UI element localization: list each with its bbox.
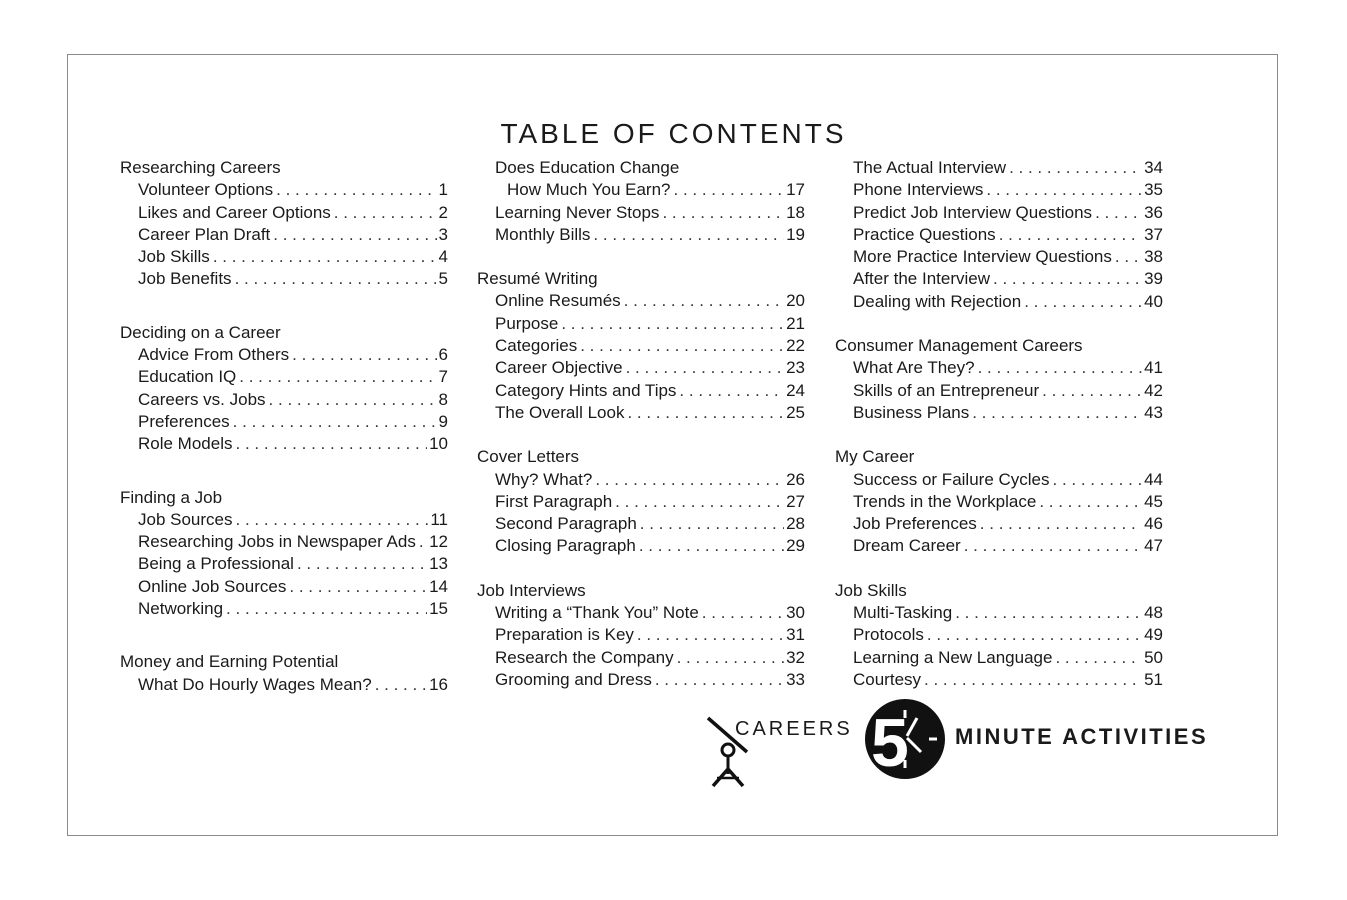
- toc-page-number: 44: [1144, 469, 1163, 489]
- toc-entry[interactable]: [477, 491, 805, 513]
- dot-leader: [986, 179, 1142, 201]
- toc-section: [835, 446, 1163, 557]
- toc-page-number: 15: [429, 599, 448, 619]
- toc-entry[interactable]: [835, 602, 1163, 624]
- toc-page-number: 12: [429, 532, 448, 552]
- dot-leader: [226, 598, 427, 620]
- toc-page-number: 19: [786, 224, 805, 244]
- toc-entry[interactable]: [120, 179, 448, 201]
- toc-page-number: 6: [438, 345, 448, 365]
- toc-page-number: 29: [786, 536, 805, 556]
- toc-entry-text: Skills of an Entrepreneur: [853, 380, 1040, 400]
- toc-page-number: 49: [1144, 625, 1163, 645]
- toc-page-number: 41: [1144, 358, 1163, 378]
- toc-page-number: 26: [786, 469, 805, 489]
- toc-page-number: 43: [1144, 402, 1163, 422]
- toc-entry[interactable]: [835, 202, 1163, 224]
- toc-entry[interactable]: [835, 402, 1163, 424]
- toc-section: [835, 157, 1163, 313]
- toc-entry-text: The Actual Interview: [853, 158, 1007, 177]
- dot-leader: [655, 669, 784, 691]
- toc-entry-text: More Practice Interview Questions: [853, 247, 1112, 267]
- toc-page-number: 38: [1144, 247, 1163, 267]
- toc-section: [120, 322, 448, 456]
- toc-entry[interactable]: [835, 268, 1163, 290]
- toc-entry-text: Online Resumés: [495, 291, 621, 311]
- toc-entry-text: First Paragraph: [495, 491, 613, 511]
- toc-entry-text: Preparation is Key: [495, 625, 634, 645]
- toc-page-number: 34: [1144, 158, 1163, 177]
- toc-entry-text: Likes and Career Options: [138, 202, 331, 222]
- toc-page-number: 11: [430, 509, 448, 529]
- toc-page-number: 28: [786, 514, 805, 534]
- toc-section: [120, 651, 448, 696]
- section-title: Money and Earning Potential: [120, 652, 339, 672]
- dot-leader: [626, 357, 785, 379]
- toc-page-number: 51: [1144, 669, 1163, 689]
- toc-page-number: 31: [786, 625, 805, 645]
- section-title: Finding a Job: [120, 487, 223, 507]
- toc-page-number: 23: [786, 358, 805, 378]
- dot-leader: [955, 602, 1142, 624]
- toc-entry[interactable]: [477, 357, 805, 379]
- dot-leader: [702, 602, 784, 624]
- dot-leader: [1039, 491, 1142, 513]
- toc-entry[interactable]: [120, 433, 448, 455]
- toc-entry-text: Volunteer Options: [138, 180, 274, 200]
- toc-entry-text: Multi-Tasking: [853, 603, 953, 623]
- toc-page-number: 13: [429, 554, 448, 574]
- toc-entry-text: After the Interview: [853, 269, 991, 289]
- toc-entry-text: Online Job Sources: [138, 576, 287, 596]
- dot-leader: [637, 624, 784, 646]
- toc-entry-text: Closing Paragraph: [495, 536, 636, 556]
- toc-page-number: 1: [438, 180, 448, 200]
- dot-leader: [1115, 246, 1142, 268]
- toc-page-number: 42: [1144, 380, 1163, 400]
- dot-leader: [334, 202, 437, 224]
- toc-entry-text: Why? What?: [495, 469, 593, 489]
- toc-entry-text: Career Objective: [495, 358, 623, 378]
- toc-entry-text: Job Sources: [138, 509, 233, 529]
- toc-entry-text: Protocols: [853, 625, 924, 645]
- toc-entry[interactable]: [120, 674, 448, 696]
- toc-column-2: [477, 157, 805, 713]
- toc-entry-text: Second Paragraph: [495, 514, 637, 534]
- toc-page-number: 14: [429, 576, 448, 596]
- toc-entry[interactable]: [477, 469, 805, 491]
- toc-entry-text: Practice Questions: [853, 224, 996, 244]
- toc-entry-text: Success or Failure Cycles: [853, 469, 1050, 489]
- toc-entry-text: Monthly Bills: [495, 224, 591, 244]
- section-title: Researching Careers: [120, 158, 281, 177]
- section-title: Consumer Management Careers: [835, 336, 1083, 356]
- toc-entry-text: Writing a “Thank You” Note: [495, 603, 699, 623]
- toc-entry[interactable]: [120, 224, 448, 246]
- section-title: Resumé Writing: [477, 269, 598, 289]
- toc-page-number: 21: [786, 313, 805, 333]
- dot-leader: [978, 357, 1142, 379]
- dot-leader: [276, 179, 436, 201]
- toc-entry[interactable]: [835, 179, 1163, 201]
- toc-entry-text: Learning a New Language: [853, 647, 1053, 667]
- toc-page-number: 20: [786, 291, 805, 311]
- toc-page-number: 37: [1144, 224, 1163, 244]
- dot-leader: [972, 402, 1142, 424]
- toc-page-number: 8: [438, 389, 448, 409]
- section-title: Job Interviews: [477, 580, 586, 600]
- toc-page-number: 2: [438, 202, 448, 222]
- minute-activities-logo-text: MINUTE ACTIVITIES: [955, 724, 1209, 749]
- toc-entry-text: Networking: [138, 599, 224, 619]
- toc-entry-text: Business Plans: [853, 402, 970, 422]
- toc-page-number: 4: [438, 247, 448, 267]
- dot-leader: [236, 433, 428, 455]
- dot-leader: [674, 179, 785, 201]
- toc-entry[interactable]: [835, 291, 1163, 313]
- section-title: Deciding on a Career: [120, 322, 281, 342]
- dot-leader: [593, 224, 784, 246]
- dot-leader: [1055, 647, 1142, 669]
- toc-entry[interactable]: [120, 598, 448, 620]
- dot-leader: [924, 669, 1142, 691]
- toc-entry-text: Dream Career: [853, 536, 961, 556]
- dot-leader: [993, 268, 1142, 290]
- toc-page-number: 36: [1144, 202, 1163, 222]
- toc-section: [120, 487, 448, 621]
- dot-leader: [235, 268, 437, 290]
- dot-leader: [980, 513, 1142, 535]
- toc-entry[interactable]: [120, 344, 448, 366]
- toc-column-1: [120, 157, 448, 727]
- toc-entry[interactable]: [477, 335, 805, 357]
- toc-entry-text: Predict Job Interview Questions: [853, 202, 1093, 222]
- toc-entry[interactable]: [477, 602, 805, 624]
- toc-page-number: 32: [786, 647, 805, 667]
- toc-entry-text: Careers vs. Jobs: [138, 389, 266, 409]
- dot-leader: [289, 576, 427, 598]
- toc-page-number: 27: [786, 491, 805, 511]
- toc-column-3: [835, 157, 1163, 713]
- toc-entry[interactable]: [835, 491, 1163, 513]
- dot-leader: [627, 402, 784, 424]
- dot-leader: [662, 202, 784, 224]
- toc-entry[interactable]: [835, 469, 1163, 491]
- dot-leader: [292, 344, 436, 366]
- dot-leader: [615, 491, 784, 513]
- toc-entry-text: Categories: [495, 336, 578, 356]
- toc-entry[interactable]: [835, 357, 1163, 379]
- toc-page-number: 33: [786, 669, 805, 689]
- dot-leader: [624, 290, 784, 312]
- toc-entry-text: The Overall Look: [495, 402, 625, 422]
- toc-entry[interactable]: [835, 624, 1163, 646]
- toc-page-number: 45: [1144, 491, 1163, 511]
- dot-leader: [1042, 380, 1142, 402]
- toc-entry[interactable]: [477, 380, 805, 402]
- toc-entry[interactable]: [477, 647, 805, 669]
- careers-logo-text: CAREERS: [735, 718, 853, 740]
- section-title: Job Skills: [835, 580, 907, 600]
- toc-page-number: 35: [1144, 180, 1163, 200]
- toc-entry[interactable]: [477, 535, 805, 557]
- toc-section: [477, 446, 805, 557]
- toc-entry[interactable]: [120, 576, 448, 598]
- dot-leader: [964, 535, 1142, 557]
- toc-entry[interactable]: [477, 624, 805, 646]
- toc-entry[interactable]: [835, 513, 1163, 535]
- toc-entry[interactable]: [835, 669, 1163, 691]
- toc-section: [835, 580, 1163, 691]
- toc-page-number: 50: [1144, 647, 1163, 667]
- toc-entry[interactable]: [120, 246, 448, 268]
- toc-entry-text: Phone Interviews: [853, 180, 984, 200]
- toc-entry-text: Researching Jobs in Newspaper Ads: [138, 532, 416, 552]
- toc-entry[interactable]: [120, 366, 448, 388]
- toc-entry[interactable]: [477, 313, 805, 335]
- toc-entry-text: Being a Professional: [138, 554, 294, 574]
- toc-entry-text-continued: How Much You Earn?: [507, 180, 671, 200]
- toc-entry-text: Trends in the Workplace: [853, 491, 1037, 511]
- toc-entry[interactable]: [835, 647, 1163, 669]
- toc-entry[interactable]: [835, 535, 1163, 557]
- toc-entry[interactable]: [120, 268, 448, 290]
- toc-page-number: 22: [786, 336, 805, 356]
- dot-leader: [677, 647, 784, 669]
- dot-leader: [580, 335, 784, 357]
- toc-entry[interactable]: [835, 380, 1163, 402]
- toc-entry[interactable]: [120, 509, 448, 531]
- toc-entry-text: Purpose: [495, 313, 559, 333]
- toc-page-number: 30: [786, 603, 805, 623]
- dot-leader: [269, 389, 437, 411]
- toc-page-number: 17: [786, 180, 805, 200]
- dot-leader: [595, 469, 784, 491]
- toc-entry[interactable]: [477, 513, 805, 535]
- toc-entry[interactable]: [477, 157, 805, 202]
- toc-entry[interactable]: [477, 224, 805, 246]
- toc-page-number: 46: [1144, 514, 1163, 534]
- toc-entry-text: What Are They?: [853, 358, 975, 378]
- toc-entry[interactable]: [120, 553, 448, 575]
- toc-entry[interactable]: [835, 224, 1163, 246]
- dot-leader: [640, 513, 784, 535]
- dot-leader: [233, 411, 437, 433]
- toc-page-number: 24: [786, 380, 805, 400]
- dot-leader: [639, 535, 784, 557]
- toc-entry[interactable]: [835, 157, 1163, 179]
- toc-section: [477, 157, 805, 246]
- toc-page-number: 48: [1144, 603, 1163, 623]
- dot-leader: [273, 224, 436, 246]
- toc-section: [835, 335, 1163, 424]
- toc-entry-text: Courtesy: [853, 669, 922, 689]
- dot-leader: [1024, 291, 1142, 313]
- toc-entry-text: Career Plan Draft: [138, 224, 271, 244]
- toc-page-number: 18: [786, 202, 805, 222]
- toc-entry-text: Role Models: [138, 434, 233, 454]
- toc-entry-text: Research the Company: [495, 647, 674, 667]
- toc-page-number: 3: [438, 224, 448, 244]
- toc-page-number: 39: [1144, 269, 1163, 289]
- toc-entry[interactable]: [477, 669, 805, 691]
- toc-page-number: 10: [429, 434, 448, 454]
- dot-leader: [561, 313, 784, 335]
- toc-entry-text: Preferences: [138, 411, 230, 431]
- dot-leader: [375, 674, 427, 696]
- toc-entry-text: Learning Never Stops: [495, 202, 660, 222]
- page-title: TABLE OF CONTENTS: [500, 118, 847, 149]
- dot-leader: [679, 380, 784, 402]
- toc-entry-text: What Do Hourly Wages Mean?: [138, 674, 372, 694]
- dot-leader: [236, 509, 429, 531]
- toc-entry[interactable]: [120, 531, 448, 553]
- toc-page-number: 25: [786, 402, 805, 422]
- toc-page-number: 5: [438, 269, 448, 289]
- toc-section: [477, 580, 805, 691]
- dot-leader: [927, 624, 1142, 646]
- toc-entry[interactable]: [477, 290, 805, 312]
- toc-entry-text: Dealing with Rejection: [853, 291, 1022, 311]
- toc-entry-text: Advice From Others: [138, 345, 290, 365]
- toc-section: [477, 268, 805, 424]
- toc-entry-text: Category Hints and Tips: [495, 380, 677, 400]
- dot-leader: [1053, 469, 1143, 491]
- toc-entry-text: Does Education Change: [495, 158, 680, 177]
- dot-leader: [999, 224, 1142, 246]
- section-title: Cover Letters: [477, 447, 580, 467]
- dot-leader: [1095, 202, 1142, 224]
- toc-entry[interactable]: [120, 411, 448, 433]
- toc-page-number: 16: [429, 674, 448, 694]
- toc-entry[interactable]: [120, 202, 448, 224]
- toc-page-number: 9: [438, 411, 448, 431]
- toc-entry[interactable]: [120, 389, 448, 411]
- dot-leader: [239, 366, 436, 388]
- dot-leader: [213, 246, 437, 268]
- toc-entry[interactable]: [477, 202, 805, 224]
- toc-section: [120, 157, 448, 291]
- toc-entry-text: Grooming and Dress: [495, 669, 652, 689]
- dot-leader: [1009, 157, 1142, 179]
- dot-leader: [419, 531, 427, 553]
- toc-page-number: 7: [438, 367, 448, 387]
- toc-entry[interactable]: [477, 402, 805, 424]
- clock-five-icon: [861, 696, 947, 782]
- section-title: My Career: [835, 447, 915, 467]
- dot-leader: [297, 553, 427, 575]
- toc-page-number: 47: [1144, 536, 1163, 556]
- toc-entry-text: Job Preferences: [853, 514, 977, 534]
- toc-entry-text: Education IQ: [138, 367, 237, 387]
- toc-entry[interactable]: [835, 246, 1163, 268]
- toc-entry-text: Job Benefits: [138, 269, 232, 289]
- toc-entry-text: Job Skills: [138, 247, 210, 267]
- toc-page-number: 40: [1144, 291, 1163, 311]
- clock-five-number: 5: [871, 705, 909, 781]
